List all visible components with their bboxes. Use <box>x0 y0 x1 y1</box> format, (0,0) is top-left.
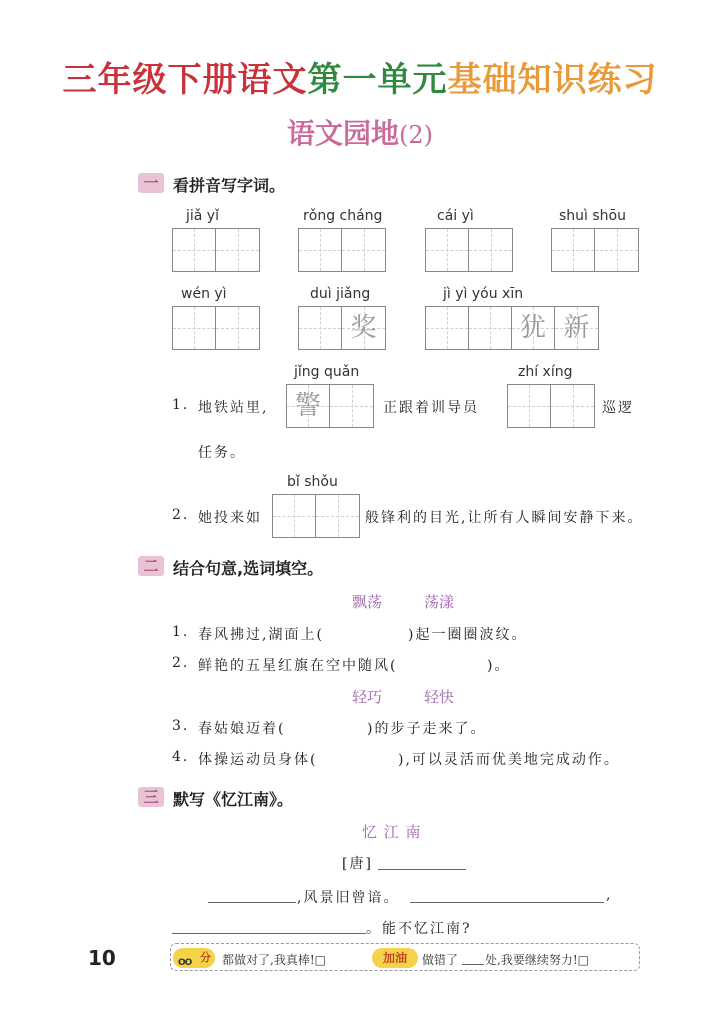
answer-grid-wenyi[interactable] <box>172 306 260 350</box>
score-badge <box>173 948 215 968</box>
pinyin-caiyi: cái yì <box>437 208 474 224</box>
section1-badge: 一 <box>138 173 164 193</box>
title-part1: 三年级下册语文 <box>62 60 308 100</box>
subtitle-number: (2) <box>399 121 433 149</box>
word-option-qingqiao: 轻巧 <box>352 688 383 706</box>
section1-title: 看拼音写字词。 <box>173 176 286 195</box>
poem-blank-3[interactable] <box>172 933 366 934</box>
given-char-jiang: 奖 <box>350 313 377 343</box>
poem-blank-2[interactable] <box>410 902 604 903</box>
subtitle-text: 语文园地 <box>286 117 399 150</box>
s1-text-pre: 春风拂过,湖面上( <box>198 627 324 643</box>
mistakes-text-b: 处,我要继续努力!□ <box>485 953 589 967</box>
q2-text-post: 般锋利的目光,让所有人瞬间安静下来。 <box>365 510 644 526</box>
s2-text-post: )。 <box>487 658 511 674</box>
s2-number: 2. <box>172 655 190 671</box>
word-option-qingkuai: 轻快 <box>424 688 455 706</box>
answer-grid-bishou[interactable] <box>272 494 360 538</box>
s2-text-pre: 鲜艳的五星红旗在空中随风( <box>198 658 398 674</box>
q1-text-cont: 任务。 <box>198 445 246 461</box>
poem-title: 忆 江 南 <box>362 823 422 841</box>
pinyin-jiyiyouxin: jì yì yóu xīn <box>443 286 524 302</box>
title-part3: 基础知识练习 <box>447 60 658 100</box>
given-char-xin: 新 <box>563 313 590 343</box>
pinyin-jiayi: jiǎ yǐ <box>186 208 219 224</box>
answer-grid-rongchang[interactable] <box>298 228 386 272</box>
word-option-piaodang: 飘荡 <box>352 593 383 611</box>
score-badge-text: 分 <box>200 951 211 964</box>
pinyin-rongchang: rǒng cháng <box>303 208 383 224</box>
answer-grid-zhixing[interactable] <box>507 384 595 428</box>
s1-number: 1. <box>172 624 190 640</box>
author-blank[interactable] <box>378 869 466 870</box>
section2-badge: 二 <box>138 556 164 576</box>
poem-blank-1[interactable] <box>208 902 296 903</box>
s4-text-pre: 体操运动员身体( <box>198 752 318 768</box>
q1-text-pre: 地铁站里, <box>198 400 269 416</box>
q1-text-post: 巡逻 <box>602 400 634 416</box>
s3-number: 3. <box>172 718 190 734</box>
all-correct-text: 都做对了,我真棒!□ <box>222 953 326 967</box>
q1-number: 1. <box>172 397 190 413</box>
poem-dynasty: [唐] <box>342 856 373 872</box>
answer-grid-jingquan[interactable] <box>286 384 374 428</box>
section3-badge: 三 <box>138 787 164 807</box>
s3-text-pre: 春姑娘迈着( <box>198 721 286 737</box>
q2-number: 2. <box>172 507 190 523</box>
mistakes-text-a: 做错了 <box>422 953 459 967</box>
subtitle <box>0 112 720 152</box>
answer-grid-duijiang[interactable] <box>298 306 386 350</box>
section2-title: 结合句意,选词填空。 <box>173 559 324 578</box>
s3-text-post: )的步子走来了。 <box>367 721 487 737</box>
given-char-jing: 警 <box>294 391 321 421</box>
pinyin-jingquan: jǐng quǎn <box>294 364 360 380</box>
smiley-eyes: OO <box>178 958 192 968</box>
page-title <box>0 52 720 101</box>
answer-grid-jiayi[interactable] <box>172 228 260 272</box>
title-part2: 第一单元 <box>307 60 448 100</box>
word-option-dangyang: 荡漾 <box>424 593 455 611</box>
given-char-you: 犹 <box>519 313 546 343</box>
q2-text-pre: 她投来如 <box>198 510 262 526</box>
poem-line2-end: 。能不忆江南? <box>366 921 472 937</box>
poem-line1-end: , <box>606 887 613 903</box>
section3-title: 默写《忆江南》。 <box>173 790 294 809</box>
s4-text-post: ),可以灵活而优美地完成动作。 <box>398 752 620 768</box>
s4-number: 4. <box>172 749 190 765</box>
answer-grid-caiyi[interactable] <box>425 228 513 272</box>
pinyin-zhixing: zhí xíng <box>518 364 573 380</box>
poem-line1-mid: ,风景旧曾谙。 <box>297 890 400 906</box>
pinyin-bishou: bǐ shǒu <box>287 474 338 490</box>
jiayou-badge: 加油 <box>372 948 418 968</box>
pinyin-wenyi: wén yì <box>181 286 227 302</box>
s1-text-post: )起一圈圈波纹。 <box>408 627 528 643</box>
page-number: 10 <box>88 946 116 970</box>
mistakes-count-blank[interactable] <box>462 964 484 965</box>
pinyin-duijiang: duì jiǎng <box>310 286 371 302</box>
q1-text-mid: 正跟着训导员 <box>383 400 479 416</box>
answer-grid-jiyiyouxin[interactable] <box>425 306 599 350</box>
pinyin-shuishou: shuì shōu <box>559 208 626 224</box>
answer-grid-shuishou[interactable] <box>551 228 639 272</box>
